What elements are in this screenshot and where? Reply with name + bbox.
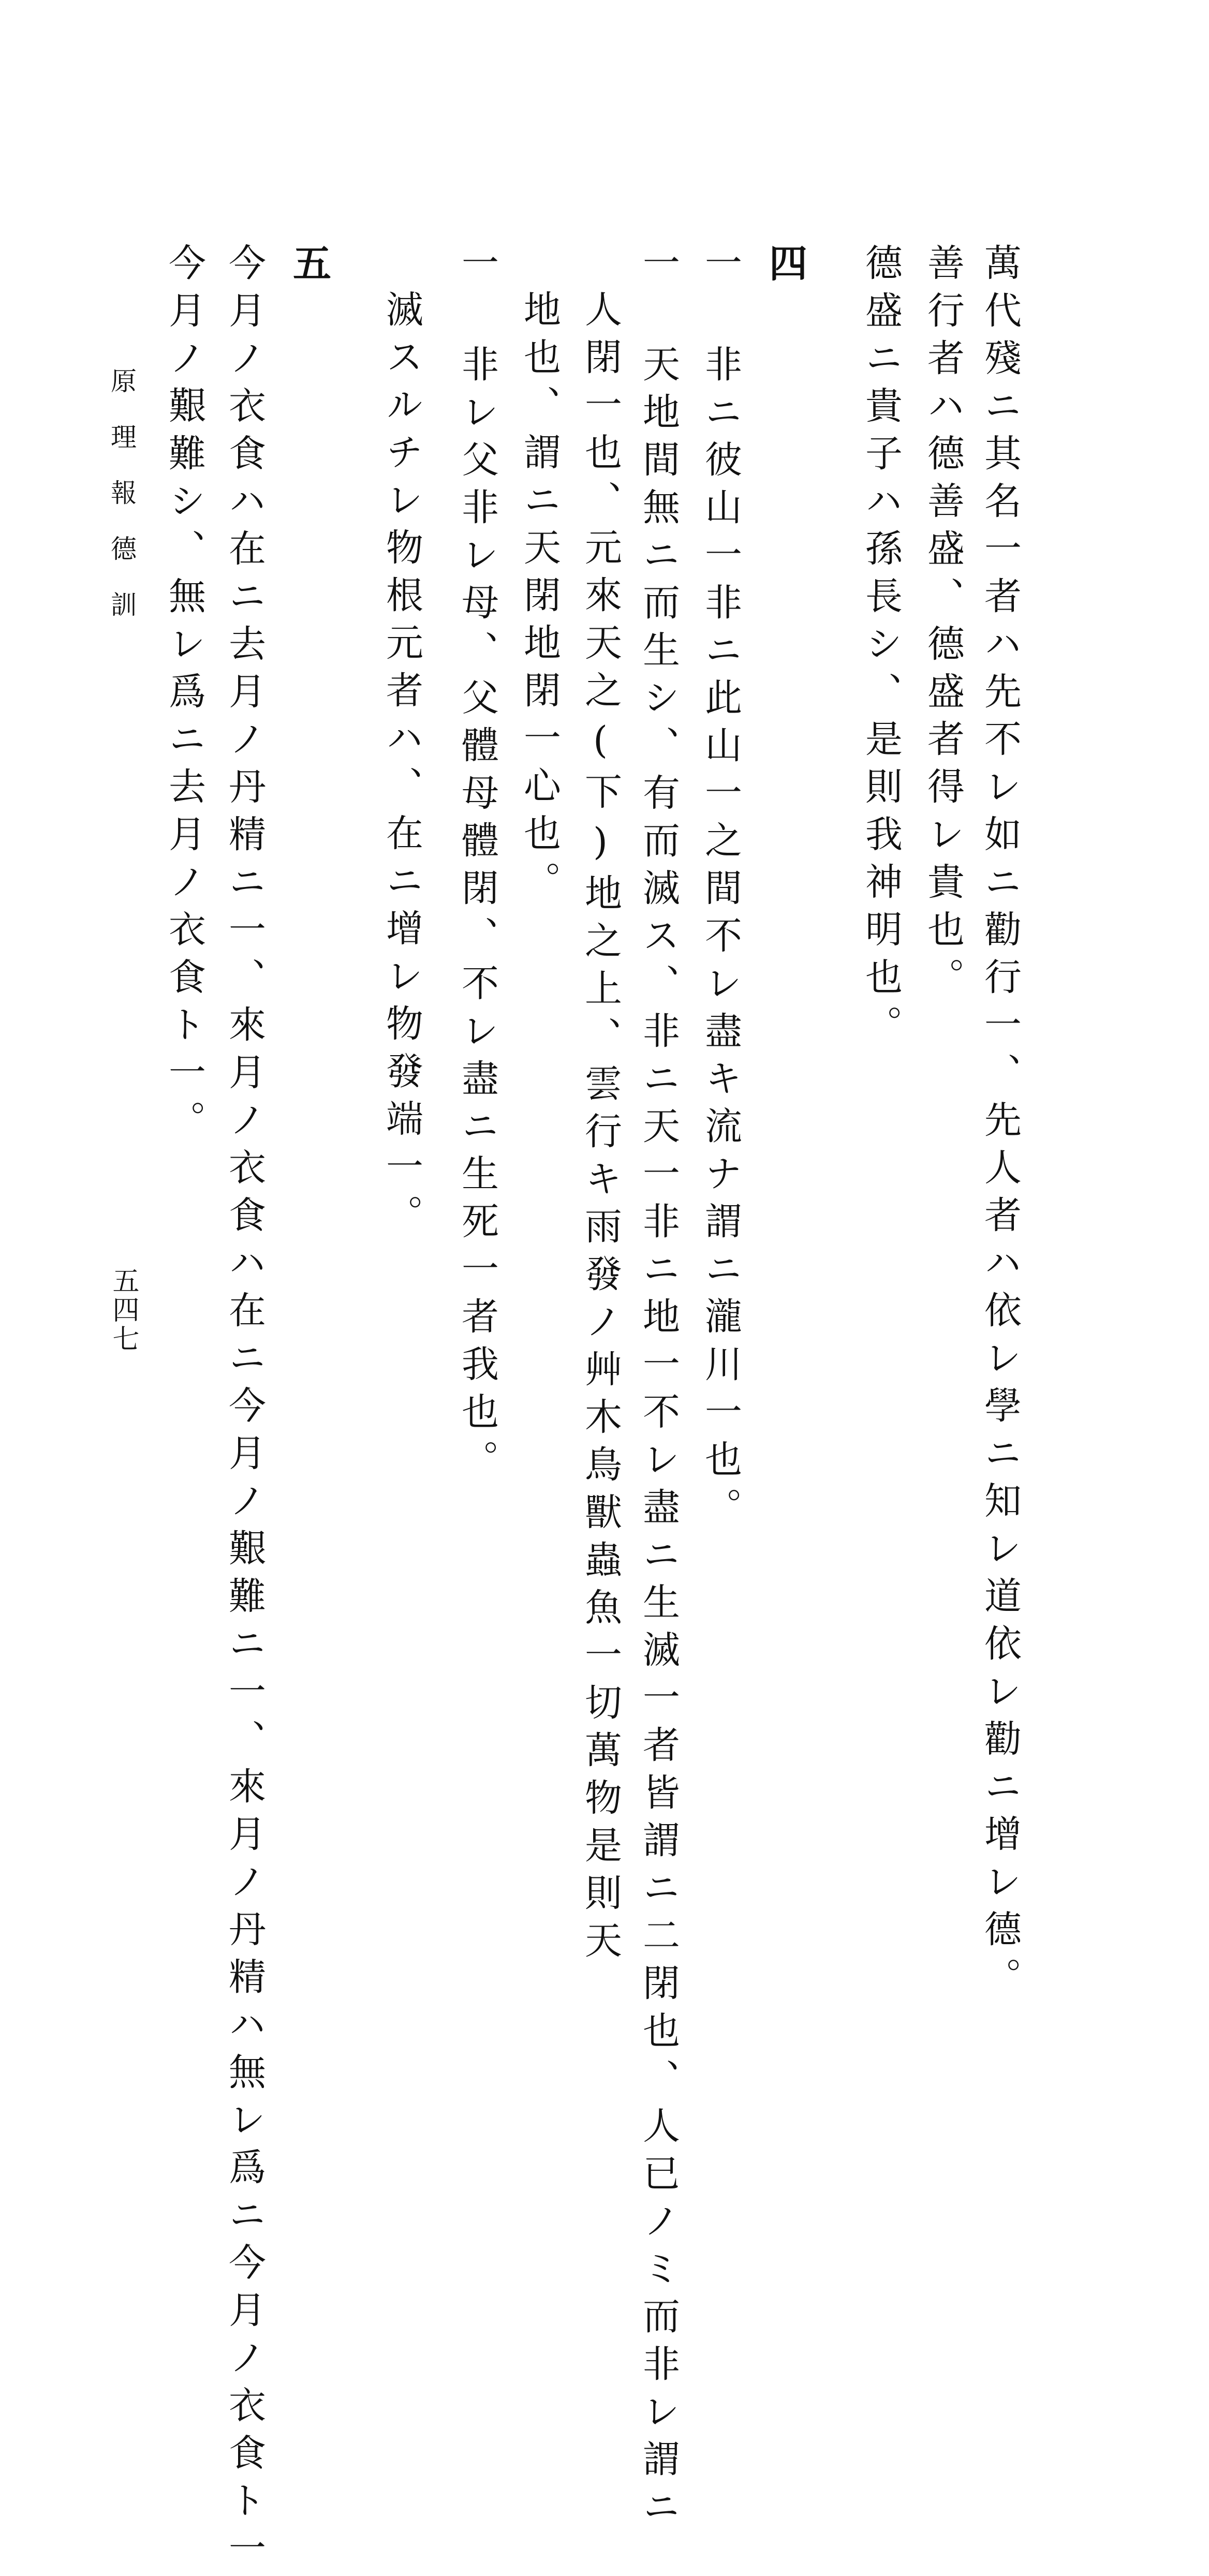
- section-heading-5: 五: [287, 243, 331, 292]
- text-column-5: 一 非ニ彼山一非ニ此山一之間不レ盡キ流ナ謂ニ瀧川一也。: [699, 243, 742, 1535]
- text-column-2: 善行者ハ德善盛、德盛者得レ貴也。: [921, 243, 965, 1005]
- text-column-12: 今月ノ艱難シ、無レ爲ニ去月ノ衣食ト一。: [163, 243, 206, 1148]
- text-column-11: 今月ノ衣食ハ在ニ去月ノ丹精ニ一、來月ノ衣食ハ在ニ今月ノ艱難ニ一、來月ノ丹精ハ無レ爲ニ今月ノ衣食ト一: [223, 243, 266, 2576]
- text-column-7: 人閉一也、元來天之(下)地之上、雲行キ雨發ノ艸木鳥獸蟲魚一切萬物是則天: [579, 290, 622, 1968]
- text-column-10: 滅スルチレ物根元者ハ、在ニ增レ物發端一。: [380, 290, 423, 1242]
- section-heading-4: 四: [763, 243, 807, 292]
- page-number: 五四七: [108, 1267, 139, 1354]
- text-column-3: 德盛ニ貴子ハ孫長シ、是則我神明也。: [859, 243, 903, 1053]
- text-column-6: 一 天地間無ニ而生シ、有而滅ス、非ニ天一非ニ地一不レ盡ニ生滅一者皆謂ニ二閉也、人已ノミ而非レ謂ニ: [637, 243, 680, 2535]
- text-column-1: 萬代殘ニ其名一者ハ先不レ如ニ勸行一、先人者ハ依レ學ニ知レ道依レ勸ニ增レ德。: [978, 243, 1022, 2005]
- running-title: 原理報德訓: [107, 367, 137, 647]
- text-column-8: 地也、謂ニ天閉地閉一心也。: [518, 290, 561, 909]
- text-column-9: 一 非レ父非レ母、父體母體閉、不レ盡ニ生死一者我也。: [455, 243, 499, 1487]
